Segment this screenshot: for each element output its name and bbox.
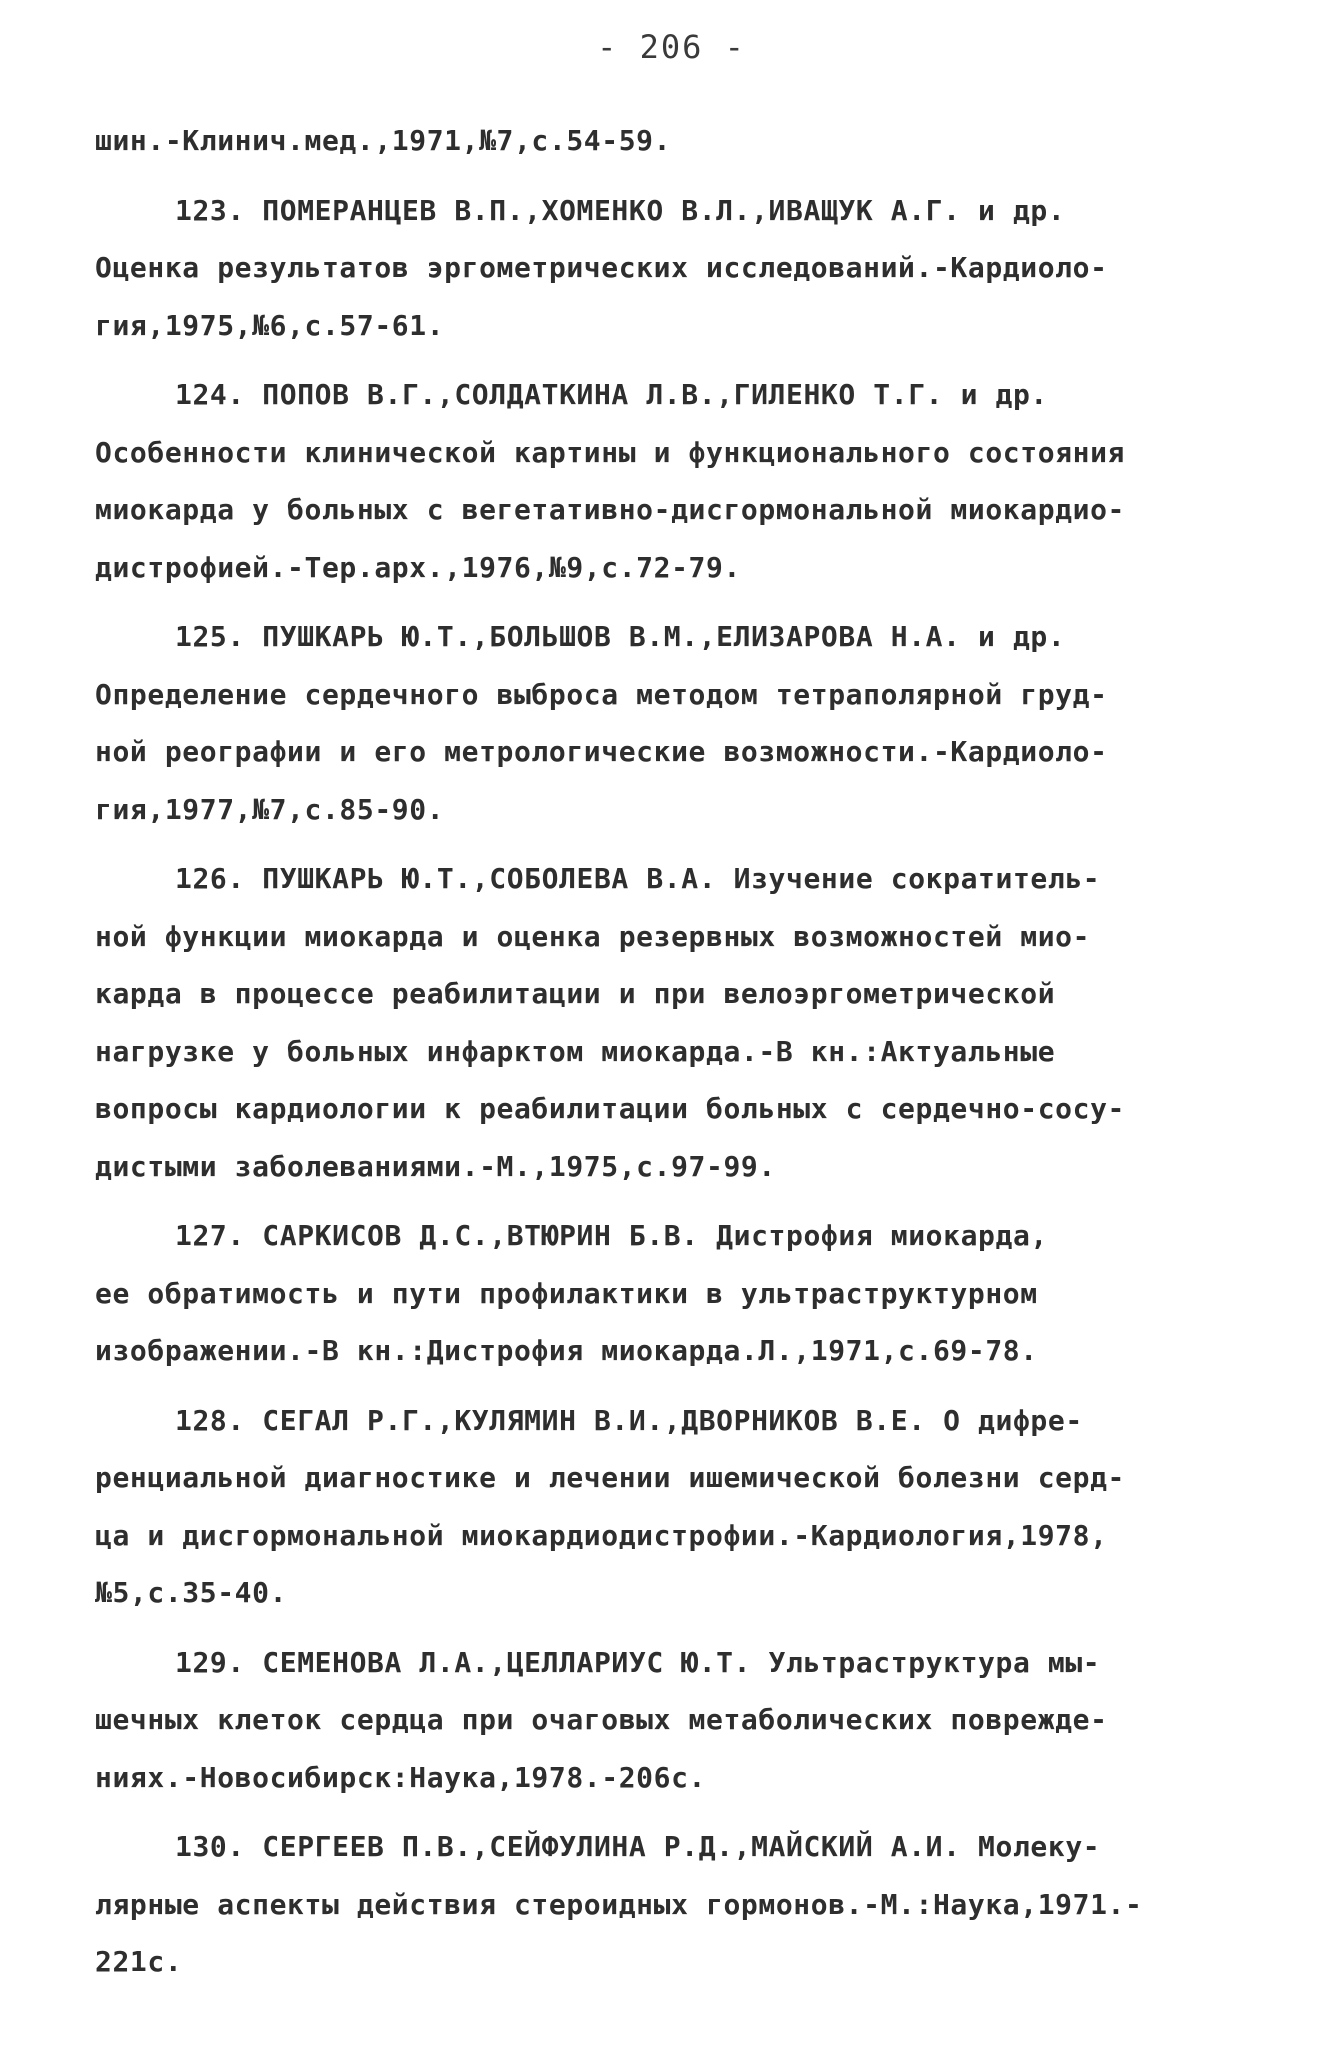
- text-line: шин.-Клинич.мед.,1971,№7,с.54-59.: [95, 124, 672, 157]
- reference-entry-first-line: 124. ПОПОВ В.Г.,СОЛДАТКИНА Л.В.,ГИЛЕНКО Т.Г. и др.: [175, 378, 1048, 411]
- text-line: вопросы кардиологии к реабилитации больных с сердечно-сосу-: [95, 1092, 1125, 1125]
- text-line: ниях.-Новосибирск:Наука,1978.-206с.: [95, 1760, 707, 1794]
- text-line: гия,1977,№7,с.85-90.: [95, 792, 445, 826]
- text-line: №5,с.35-40.: [95, 1576, 288, 1609]
- reference-entry-first-line: 129. СЕМЕНОВА Л.А.,ЦЕЛЛАРИУС Ю.Т. Ультраструктура мы-: [175, 1645, 1101, 1679]
- text-line: изображении.-В кн.:Дистрофия миокарда.Л.,1971,с.69-78.: [95, 1334, 1038, 1367]
- entry-gap: [95, 1195, 1275, 1207]
- reference-entry-first-line: 126. ПУШКАРЬ Ю.Т.,СОБОЛЕВА В.А. Изучение сократитель-: [175, 862, 1101, 895]
- text-line: миокарда у больных с вегетативно-дисгормональной миокардио-: [95, 493, 1125, 526]
- entry-gap: [95, 838, 1275, 850]
- reference-entry-first-line: 127. САРКИСОВ Д.С.,ВТЮРИН Б.В. Дистрофия миокарда,: [175, 1219, 1048, 1252]
- text-line: нагрузке у больных инфарктом миокарда.-В кн.:Актуальные: [95, 1034, 1056, 1068]
- text-line: Определение сердечного выброса методом тетраполярной груд-: [95, 677, 1108, 711]
- entry-gap: [95, 596, 1275, 608]
- text-line: дистыми заболеваниями.-М.,1975,с.97-99.: [95, 1149, 776, 1183]
- entry-gap: [95, 1380, 1275, 1392]
- text-line: дистрофией.-Тер.арх.,1976,№9,с.72-79.: [95, 550, 741, 584]
- text-line: гия,1975,№6,с.57-61.: [95, 308, 445, 342]
- text-line: карда в процессе реабилитации и при велоэргометрической: [95, 977, 1056, 1010]
- entry-gap: [95, 1806, 1275, 1818]
- text-line: Особенности клинической картины и функционального состояния: [95, 435, 1125, 469]
- text-line: ца и дисгормональной миокардиодистрофии.-Кардиология,1978,: [95, 1518, 1108, 1552]
- bibliography-text: [95, 112, 1275, 1991]
- reference-entry-first-line: 125. ПУШКАРЬ Ю.Т.,БОЛЬШОВ В.М.,ЕЛИЗАРОВА Н.А. и др.: [175, 620, 1066, 653]
- reference-entry-first-line: 130. СЕРГЕЕВ П.В.,СЕЙФУЛИНА Р.Д.,МАЙСКИЙ А.И. Молеку-: [175, 1830, 1101, 1863]
- reference-entry-first-line: 123. ПОМЕРАНЦЕВ В.П.,ХОМЕНКО В.Л.,ИВАЩУК А.Г. и др.: [175, 193, 1066, 227]
- text-line: ее обратимость и пути профилактики в ультраструктурном: [95, 1276, 1038, 1310]
- page-number: - 206 -: [597, 28, 746, 66]
- entry-gap: [95, 170, 1275, 182]
- entry-gap: [95, 1622, 1275, 1634]
- text-line: шечных клеток сердца при очаговых метаболических поврежде-: [95, 1703, 1108, 1736]
- entry-gap: [95, 354, 1275, 366]
- text-line: ной функции миокарда и оценка резервных возможностей мио-: [95, 919, 1091, 953]
- text-line: ренциальной диагностике и лечении ишемической болезни серд-: [95, 1461, 1125, 1494]
- text-line: лярные аспекты действия стероидных гормонов.-М.:Наука,1971.-: [95, 1887, 1143, 1921]
- text-line: ной реографии и его метрологические возможности.-Кардиоло-: [95, 735, 1108, 768]
- text-line: Оценка результатов эргометрических исследований.-Кардиоло-: [95, 251, 1108, 284]
- reference-entry-first-line: 128. СЕГАЛ Р.Г.,КУЛЯМИН В.И.,ДВОРНИКОВ В.Е. О дифре-: [175, 1403, 1083, 1437]
- text-line: 221с.: [95, 1945, 183, 1978]
